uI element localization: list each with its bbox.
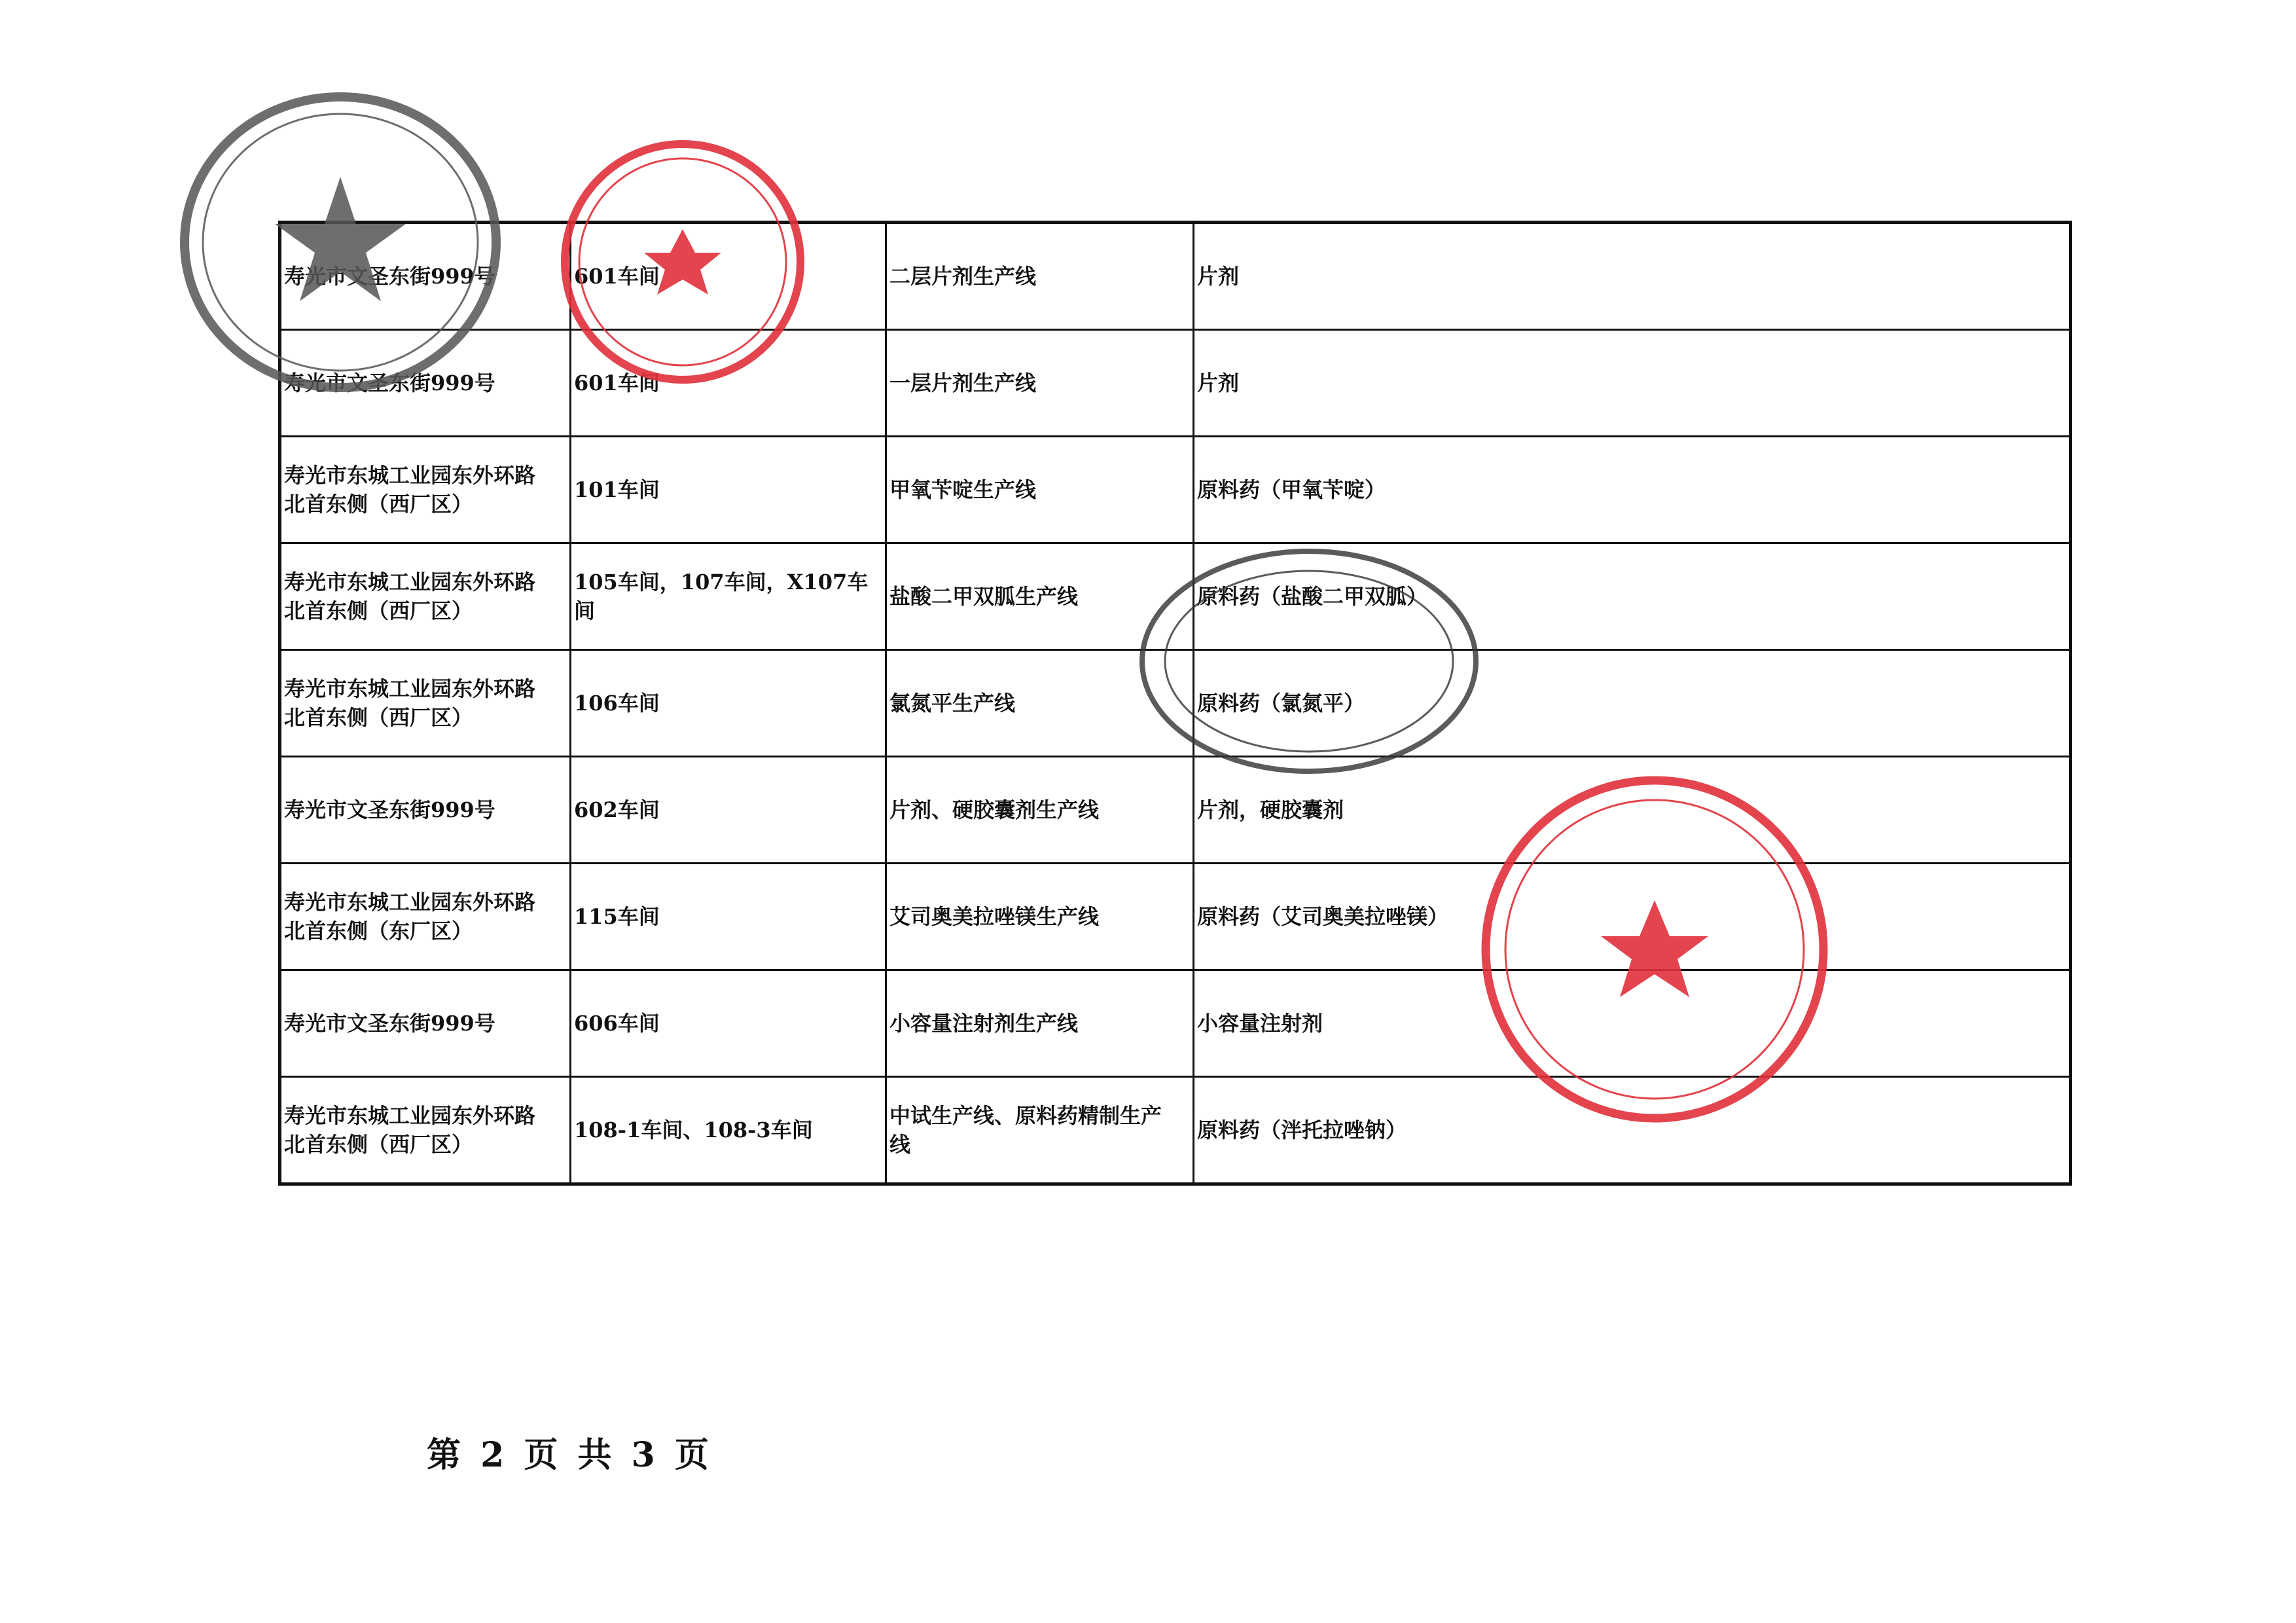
production-line-cell: 一层片剂生产线: [886, 330, 1194, 437]
stamp-zhejiang-tech-icon: [555, 131, 810, 393]
workshop-cell: 606车间: [571, 970, 886, 1077]
workshop-cell: 106车间: [571, 650, 886, 757]
production-line-cell: 二层片剂生产线: [886, 223, 1194, 330]
address-cell: 寿光市文圣东街999号: [280, 970, 571, 1077]
product-cell: 原料药（氯氮平）: [1194, 650, 2071, 757]
stamp-shouguang-fukang-icon: [1136, 543, 1482, 779]
workshop-cell: 602车间: [571, 757, 886, 864]
production-line-cell: 艾司奥美拉唑镁生产线: [886, 864, 1194, 970]
workshop-cell: 105车间，107车间，X107车间: [571, 543, 886, 650]
workshop-cell: 601车间: [571, 330, 886, 437]
production-line-cell: 中试生产线、原料药精制生产 线: [886, 1077, 1194, 1184]
product-cell: 小容量注射剂: [1194, 970, 2071, 1077]
production-line-cell: 甲氧苄啶生产线: [886, 437, 1194, 543]
address-cell: 寿光市文圣东街999号: [280, 223, 571, 330]
production-line-cell: 盐酸二甲双胍生产线: [886, 543, 1194, 650]
stamp-zhejiang-kangbide-icon: [1478, 773, 1831, 1126]
workshop-cell: 108-1车间、108-3车间: [571, 1077, 886, 1184]
product-cell: 原料药（艾司奥美拉唑镁）: [1194, 864, 2071, 970]
product-cell: 原料药（泮托拉唑钠）: [1194, 1077, 2071, 1184]
table-row: [280, 437, 2071, 543]
product-cell: 原料药（盐酸二甲双胍）: [1194, 543, 2071, 650]
table-row: [280, 330, 2071, 437]
production-line-cell: 小容量注射剂生产线: [886, 970, 1194, 1077]
product-cell: 片剂: [1194, 330, 2071, 437]
address-cell: 寿光市东城工业园东外环路 北首东侧（西厂区）: [280, 543, 571, 650]
workshop-cell: 601车间: [571, 223, 886, 330]
address-cell: 寿光市文圣东街999号: [280, 330, 571, 437]
address-cell: 寿光市东城工业园东外环路 北首东侧（西厂区）: [280, 437, 571, 543]
workshop-cell: 101车间: [571, 437, 886, 543]
table-row: [280, 223, 2071, 330]
stamp-beijing-zhonghui-icon: [173, 85, 507, 399]
workshop-cell: 115车间: [571, 864, 886, 970]
product-cell: 片剂，硬胶囊剂: [1194, 757, 2071, 864]
address-cell: 寿光市东城工业园东外环路 北首东侧（西厂区）: [280, 1077, 571, 1184]
address-cell: 寿光市文圣东街999号: [280, 757, 571, 864]
product-cell: 片剂: [1194, 223, 2071, 330]
address-cell: 寿光市东城工业园东外环路 北首东侧（东厂区）: [280, 864, 571, 970]
product-cell: 原料药（甲氧苄啶）: [1194, 437, 2071, 543]
production-line-cell: 片剂、硬胶囊剂生产线: [886, 757, 1194, 864]
address-cell: 寿光市东城工业园东外环路 北首东侧（西厂区）: [280, 650, 571, 757]
production-line-cell: 氯氮平生产线: [886, 650, 1194, 757]
page-number: 第 2 页 共 3 页: [427, 1435, 713, 1475]
